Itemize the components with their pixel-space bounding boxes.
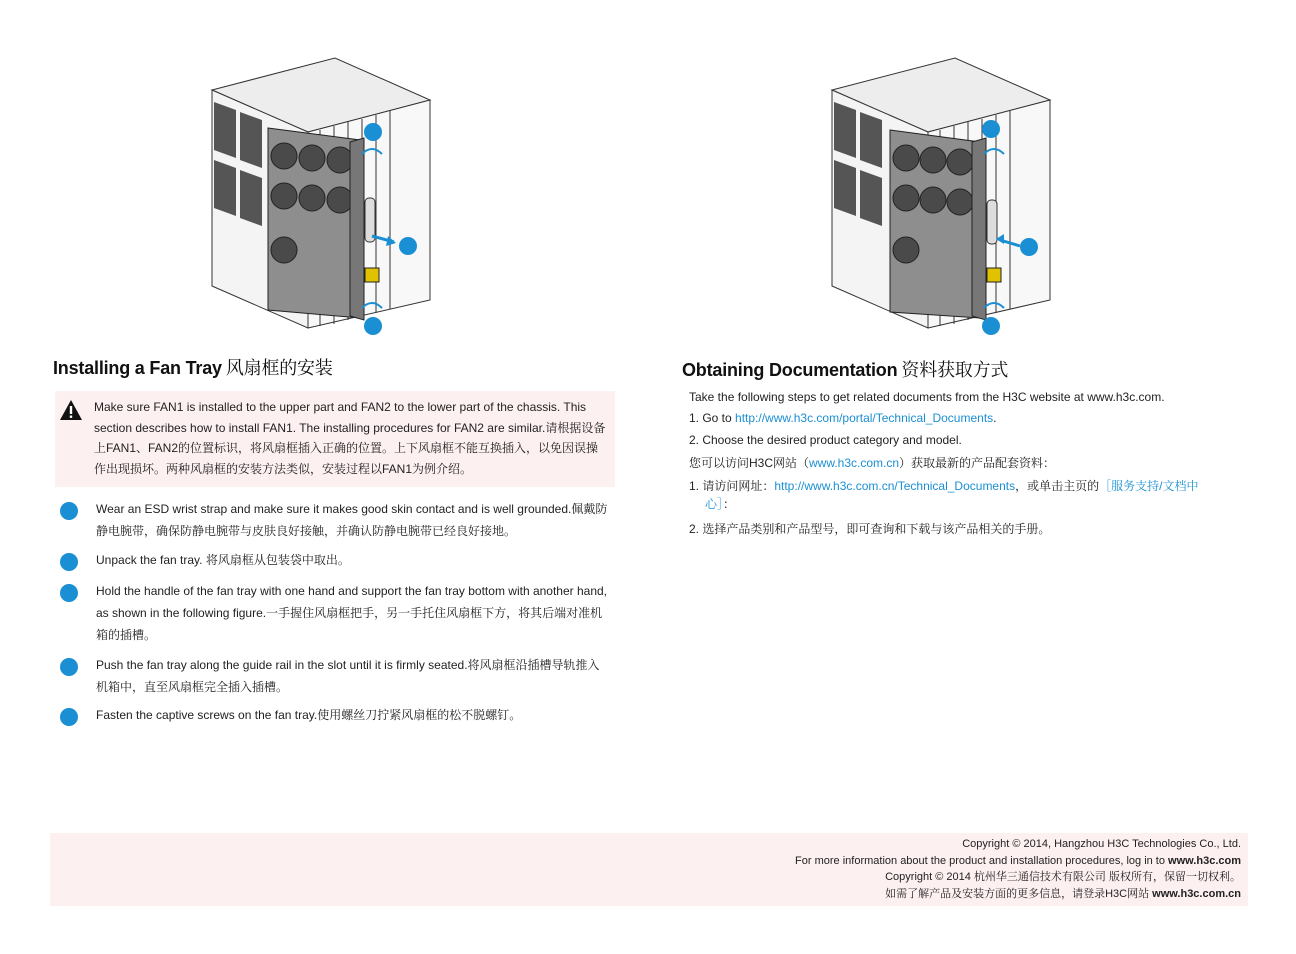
doc-en-step-2-text: 2. Choose the desired product category and model. (689, 433, 962, 447)
heading-en: Installing a Fan Tray (53, 358, 222, 378)
heading-zh: 风扇框的安装 (225, 358, 333, 378)
service-support-doc-center-link[interactable]: ［服务支持/文档中心］ (705, 479, 1199, 511)
section-heading-installing-fan-tray (53, 354, 333, 380)
footer-line-4 (795, 886, 1241, 903)
doc-zh-step-2 (689, 520, 1219, 538)
step-2-text: Unpack the fan tray. 将风扇框从包装袋中取出。 (96, 553, 350, 567)
doc-en-step-2 (689, 431, 1219, 449)
step-1-text: Wear an ESD wrist strap and make sure it makes good skin contact and is well grounded.佩戴防静电腕带，确保防静电腕带与皮肤良好接触，并确认防静电腕带已经良好接地。 (96, 502, 608, 538)
footer-line-1: Copyright © 2014, Hangzhou H3C Technologies Co., Ltd. (962, 838, 1241, 850)
h3c-cn-link[interactable]: www.h3c.com.cn (809, 456, 900, 470)
doc-zh-intro-b: ）获取最新的产品配套资料： (899, 456, 1056, 470)
step-marker (60, 553, 78, 571)
doc-intro (689, 388, 1219, 406)
step-3-text: Hold the handle of the fan tray with one hand and support the fan tray bottom with another hand, as shown in the following figure.一手握住风扇框把手，另一手托住风扇框下方，将其后端对准机箱的插槽。 (96, 584, 608, 642)
doc-zh-step-1-prefix: 1. 请访问网址： (689, 479, 775, 493)
footer-line-4-text: 如需了解产品及安装方面的更多信息，请登录H3C网站 (885, 887, 1153, 900)
copyright-footer (50, 833, 1248, 906)
doc-zh-step-1-mid: ，或单击主页的 (1015, 479, 1100, 493)
caution-text: Make sure FAN1 is installed to the upper part and FAN2 to the lower part of the chassis. This section describes how to install FAN1. The installing procedures for FAN2 are similar.请根据设备上FAN1、FAN2的位置标识，将风扇框插入正确的位置。上下风扇框不能互换插入，以免因误操作出现损坏。两种风扇框的安装方法类似，安装过程以FAN1为例介绍。 (94, 400, 606, 476)
doc-zh-intro (689, 454, 1219, 472)
footer-line-2 (795, 853, 1241, 870)
fan-tray-install-figure (200, 50, 440, 340)
fan-tray-seated-figure (820, 50, 1060, 340)
doc-en-step-1 (689, 409, 1219, 427)
doc-zh-step-1-suffix: ： (723, 497, 736, 511)
technical-documents-link[interactable]: http://www.h3c.com/portal/Technical_Documents (735, 411, 994, 425)
step-5-text: Fasten the captive screws on the fan tray.使用螺丝刀拧紧风扇框的松不脱螺钉。 (96, 708, 522, 722)
section-heading-obtaining-documentation (682, 356, 1008, 382)
doc-zh-step-1 (689, 477, 1219, 513)
step-marker (60, 502, 78, 520)
footer-line-3: Copyright © 2014 杭州华三通信技术有限公司 版权所有，保留一切权利。 (885, 871, 1241, 883)
caution-box (55, 391, 615, 487)
cn-technical-documents-link[interactable]: http://www.h3c.com.cn/Technical_Documents (774, 479, 1016, 493)
step-marker (60, 584, 78, 602)
doc-zh-intro-a: 您可以访问H3C网站（ (689, 456, 810, 470)
h3c-com-link[interactable]: www.h3c.com (1168, 854, 1241, 867)
warning-icon (59, 399, 83, 421)
doc-intro-text: Take the following steps to get related documents from the H3C website at www.h3c.com. (689, 390, 1165, 404)
heading-zh: 资料获取方式 (901, 360, 1009, 380)
doc-en-step-1-suffix: . (993, 411, 997, 425)
step-marker (60, 708, 78, 726)
step-4-text: Push the fan tray along the guide rail in the slot until it is firmly seated.将风扇框沿插槽导轨推入机箱中，直至风扇框完全插入插槽。 (96, 658, 600, 694)
h3c-com-cn-link[interactable]: www.h3c.com.cn (1152, 887, 1241, 900)
doc-en-step-1-prefix: 1. Go to (689, 411, 736, 425)
step-marker (60, 658, 78, 676)
heading-en: Obtaining Documentation (682, 360, 898, 380)
footer-line-2-text: For more information about the product and installation procedures, log in to (795, 854, 1169, 867)
doc-zh-step-2-text: 2. 选择产品类别和产品型号，即可查询和下载与该产品相关的手册。 (689, 522, 1051, 536)
